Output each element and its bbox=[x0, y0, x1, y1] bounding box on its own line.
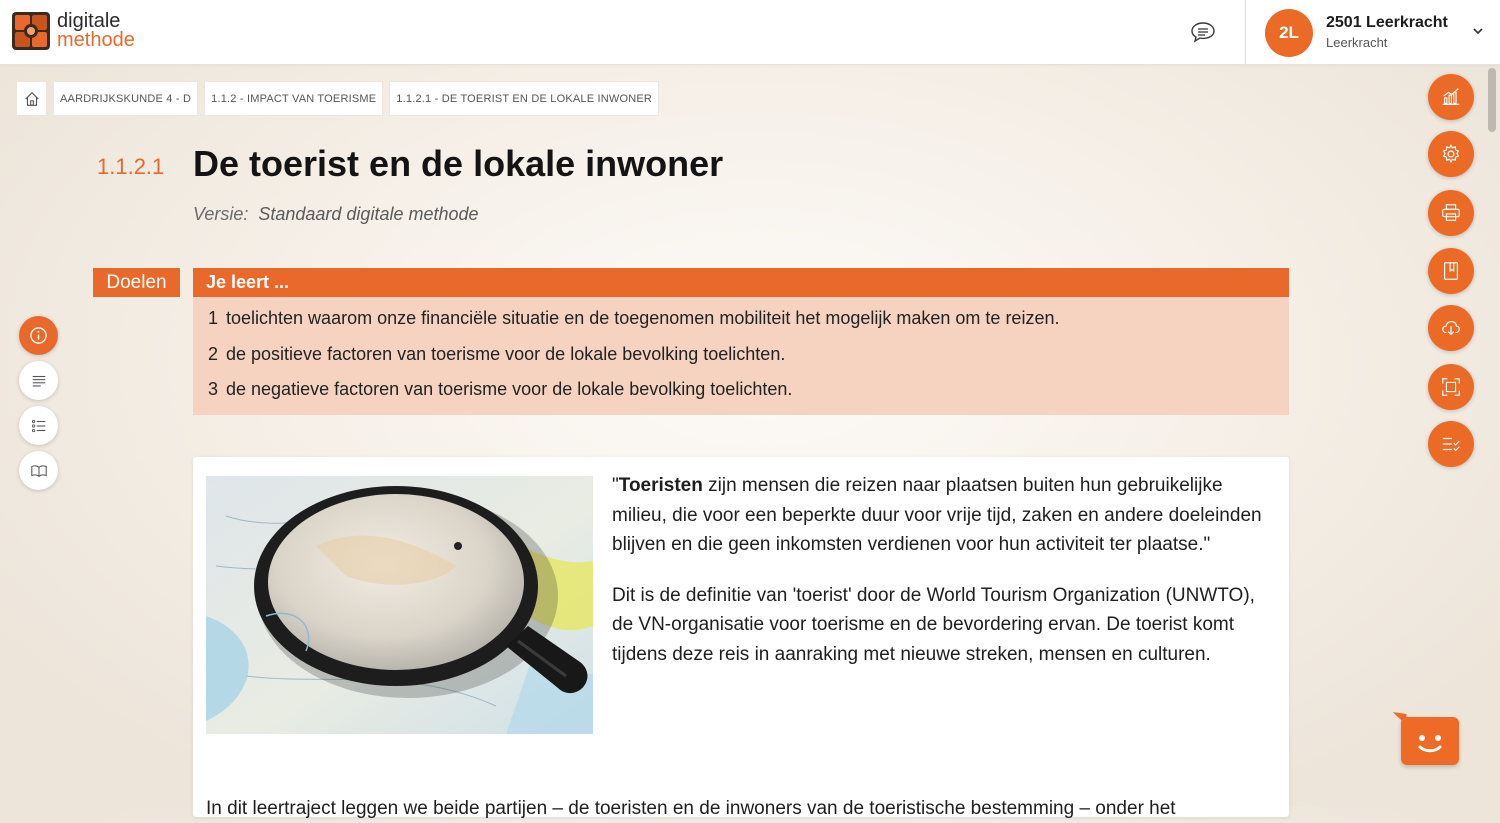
scrollbar-track[interactable] bbox=[1486, 66, 1498, 807]
breadcrumb-item-subject[interactable]: AARDRIJKSKUNDE 4 - D bbox=[53, 81, 198, 116]
breadcrumb-home[interactable] bbox=[16, 81, 47, 116]
bookmark-icon bbox=[1440, 260, 1462, 282]
bullet-list-icon bbox=[30, 417, 48, 435]
goal-text: de positieve factoren van toerisme voor de lokale bevolking toelichten. bbox=[226, 343, 786, 364]
explanation-paragraph: Dit is de definitie van 'toerist' door de World Tourism Organization (UNWTO), de VN-organisatie voor toerisme en de bevordering ervan. De toerist komt tijdens deze reis in aanraking met nieuwe streken, mensen en culturen. bbox=[612, 584, 1255, 665]
logo-text-line2: methode bbox=[57, 29, 135, 51]
goal-item bbox=[193, 372, 1289, 408]
print-icon bbox=[1440, 202, 1462, 224]
goal-number: 1 bbox=[207, 308, 218, 329]
home-icon bbox=[23, 90, 41, 108]
version-value: Standaard digitale methode bbox=[258, 204, 479, 224]
article-text bbox=[612, 471, 1272, 690]
download-button[interactable] bbox=[1428, 305, 1474, 351]
breadcrumb-item-lesson[interactable]: 1.1.2.1 - DE TOERIST EN DE LOKALE INWONER bbox=[389, 81, 659, 116]
goals-tag: Doelen bbox=[93, 268, 180, 297]
version-label: Versie: bbox=[193, 204, 249, 224]
scrollbar-thumb[interactable] bbox=[1488, 68, 1496, 132]
goal-item bbox=[193, 301, 1289, 337]
text-lines-icon bbox=[30, 372, 48, 390]
top-header bbox=[0, 0, 1500, 65]
chatbot-button[interactable] bbox=[1401, 717, 1459, 765]
user-name[interactable]: 2501 Leerkracht bbox=[1326, 14, 1448, 31]
breadcrumb bbox=[16, 81, 659, 116]
book-view-button[interactable] bbox=[19, 451, 58, 490]
checklist-button[interactable] bbox=[1428, 421, 1474, 467]
intro-paragraph-partial: In dit leertraject leggen we beide partijen – de toeristen en de inwoners van de toeristische bestemming – onder het bbox=[206, 798, 1176, 819]
chat-bubble-icon[interactable] bbox=[1188, 18, 1218, 46]
smiley-icon bbox=[1401, 717, 1459, 765]
bookmark-button[interactable] bbox=[1428, 248, 1474, 294]
list-view-button[interactable] bbox=[19, 406, 58, 445]
definition-paragraph: "Toeristen zijn mensen die reizen naar plaatsen buiten hun gebruikelijke milieu, die voor een beperkte duur voor vrije tijd, zaken en andere doeleinden blijven en die geen inkomsten verdienen voor hun activiteit ter plaatse." bbox=[612, 475, 1262, 555]
goal-item bbox=[193, 337, 1289, 373]
user-role: Leerkracht bbox=[1326, 35, 1388, 50]
chevron-down-icon[interactable] bbox=[1471, 24, 1485, 38]
content-card bbox=[193, 457, 1289, 817]
goals-heading: Je leert ... bbox=[193, 268, 1289, 297]
book-icon bbox=[30, 462, 48, 480]
goals-box bbox=[193, 268, 1289, 415]
breadcrumb-item-chapter[interactable]: 1.1.2 - IMPACT VAN TOERISME bbox=[204, 81, 383, 116]
statistics-button[interactable] bbox=[1428, 74, 1474, 120]
goal-number: 2 bbox=[207, 343, 218, 364]
goal-number: 3 bbox=[207, 379, 218, 400]
cloud-download-icon bbox=[1440, 317, 1462, 339]
goal-text: toelichten waarom onze financiële situatie en de toegenomen mobiliteit het mogelijk maken om te reizen. bbox=[226, 308, 1060, 329]
print-button[interactable] bbox=[1428, 190, 1474, 236]
page-title: De toerist en de lokale inwoner bbox=[193, 143, 724, 184]
chart-icon bbox=[1440, 86, 1462, 108]
text-view-button[interactable] bbox=[19, 361, 58, 400]
info-icon bbox=[29, 326, 48, 345]
fullscreen-button[interactable] bbox=[1428, 364, 1474, 410]
checklist-icon bbox=[1440, 433, 1462, 455]
goal-text: de negatieve factoren van toerisme voor de lokale bevolking toelichten. bbox=[226, 379, 793, 400]
info-button[interactable] bbox=[19, 316, 58, 355]
version-line bbox=[193, 204, 479, 225]
logo[interactable] bbox=[12, 12, 135, 50]
logo-mark-icon bbox=[12, 12, 50, 50]
goals-list bbox=[193, 297, 1289, 415]
settings-button[interactable] bbox=[1428, 131, 1474, 177]
logo-text-line1: digitale bbox=[57, 10, 121, 32]
lesson-number: 1.1.2.1 bbox=[97, 154, 165, 179]
magnifying-glass-on-map-image bbox=[206, 476, 593, 734]
gear-icon bbox=[1440, 143, 1462, 165]
header-divider bbox=[1245, 0, 1246, 64]
user-avatar[interactable]: 2L bbox=[1265, 9, 1313, 57]
fullscreen-icon bbox=[1440, 376, 1462, 398]
term-toeristen: Toeristen bbox=[618, 475, 703, 496]
